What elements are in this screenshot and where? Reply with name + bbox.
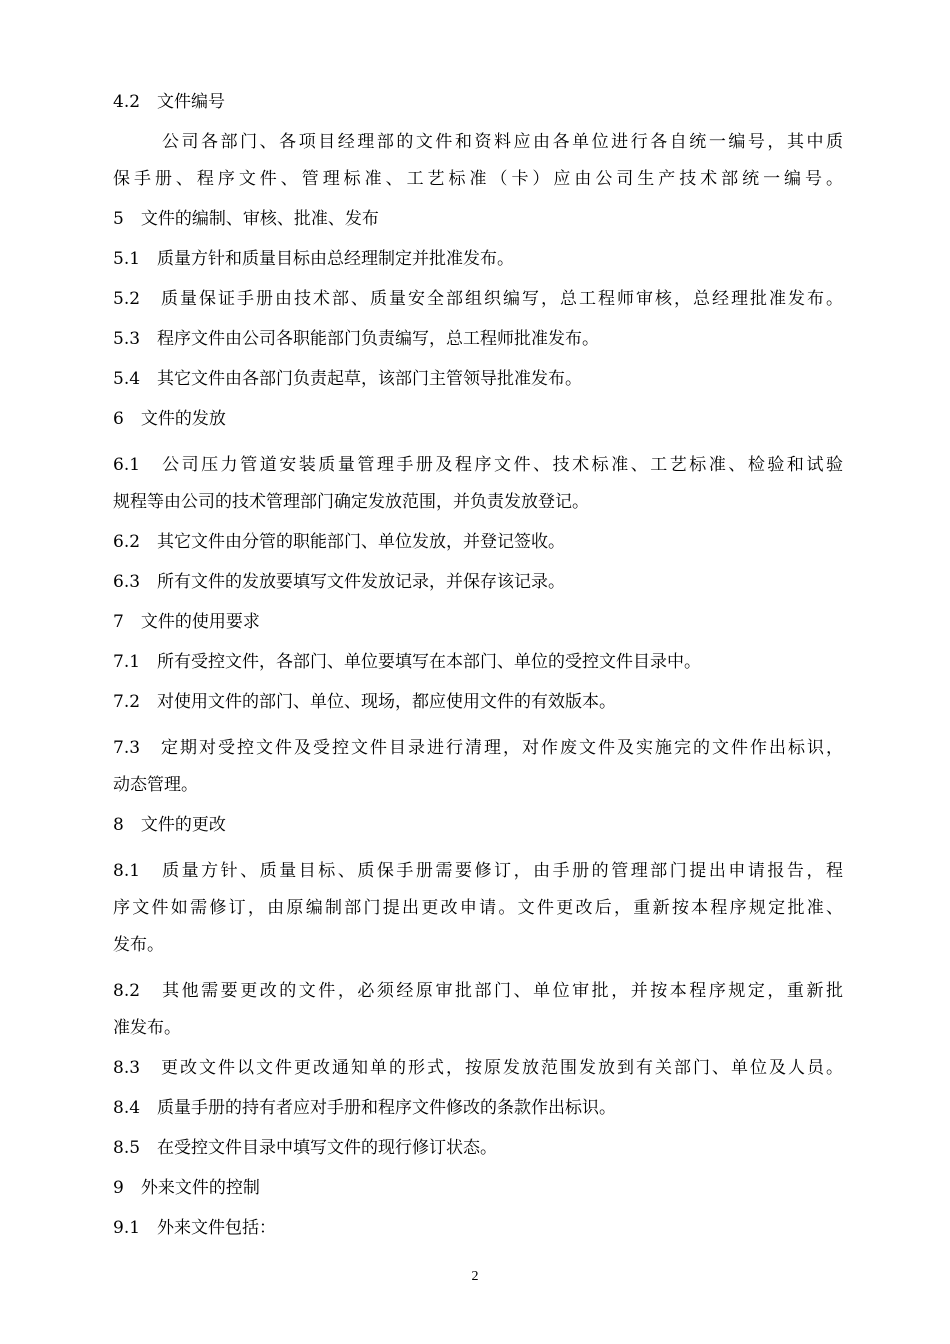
clause-8-1-end: 发布。 xyxy=(113,935,164,955)
clause-8-1-continued: 序文件如需修订，由原编制部门提出更改申请。文件更改后，重新按本程序规定批准、 xyxy=(113,898,843,918)
section-heading-5: 5 文件的编制、审核、批准、发布 xyxy=(113,209,379,229)
clause-8-1: 8.1 质量方针、质量目标、质保手册需要修订，由手册的管理部门提出申请报告，程 xyxy=(113,861,843,881)
clause-5-2: 5.2 质量保证手册由技术部、质量安全部组织编写，总工程师审核，总经理批准发布。 xyxy=(113,289,843,309)
section-heading-8: 8 文件的更改 xyxy=(113,815,226,835)
clause-8-4: 8.4 质量手册的持有者应对手册和程序文件修改的条款作出标识。 xyxy=(113,1098,617,1118)
clause-5-4: 5.4 其它文件由各部门负责起草，该部门主管领导批准发布。 xyxy=(113,369,583,389)
paragraph-line: 保手册、程序文件、管理标准、工艺标准（卡）应由公司生产技术部统一编号。 xyxy=(113,169,843,189)
clause-6-1: 6.1 公司压力管道安装质量管理手册及程序文件、技术标准、工艺标准、检验和试验 xyxy=(113,455,843,475)
section-heading-7: 7 文件的使用要求 xyxy=(113,612,260,632)
clause-8-5: 8.5 在受控文件目录中填写文件的现行修订状态。 xyxy=(113,1138,498,1158)
clause-7-1: 7.1 所有受控文件，各部门、单位要填写在本部门、单位的受控文件目录中。 xyxy=(113,652,702,672)
clause-9-1: 9.1 外来文件包括： xyxy=(113,1218,277,1238)
clause-6-2: 6.2 其它文件由分管的职能部门、单位发放，并登记签收。 xyxy=(113,532,566,552)
clause-8-2-continued: 准发布。 xyxy=(113,1018,181,1038)
section-heading-9: 9 外来文件的控制 xyxy=(113,1178,260,1198)
clause-7-3-continued: 动态管理。 xyxy=(113,775,198,795)
paragraph-line: 公司各部门、各项目经理部的文件和资料应由各单位进行各自统一编号，其中质 xyxy=(162,132,843,152)
section-heading-6: 6 文件的发放 xyxy=(113,409,226,429)
section-heading-4-2: 4.2 文件编号 xyxy=(113,92,226,112)
clause-6-1-continued: 规程等由公司的技术管理部门确定发放范围，并负责发放登记。 xyxy=(113,492,589,512)
clause-5-3: 5.3 程序文件由公司各职能部门负责编写，总工程师批准发布。 xyxy=(113,329,600,349)
clause-5-1: 5.1 质量方针和质量目标由总经理制定并批准发布。 xyxy=(113,249,515,269)
clause-6-3: 6.3 所有文件的发放要填写文件发放记录，并保存该记录。 xyxy=(113,572,566,592)
clause-7-3: 7.3 定期对受控文件及受控文件目录进行清理，对作废文件及实施完的文件作出标识， xyxy=(113,738,843,758)
clause-8-2: 8.2 其他需要更改的文件，必须经原审批部门、单位审批，并按本程序规定，重新批 xyxy=(113,981,843,1001)
clause-8-3: 8.3 更改文件以文件更改通知单的形式，按原发放范围发放到有关部门、单位及人员。 xyxy=(113,1058,843,1078)
clause-7-2: 7.2 对使用文件的部门、单位、现场，都应使用文件的有效版本。 xyxy=(113,692,617,712)
page-number: 2 xyxy=(471,1269,479,1284)
